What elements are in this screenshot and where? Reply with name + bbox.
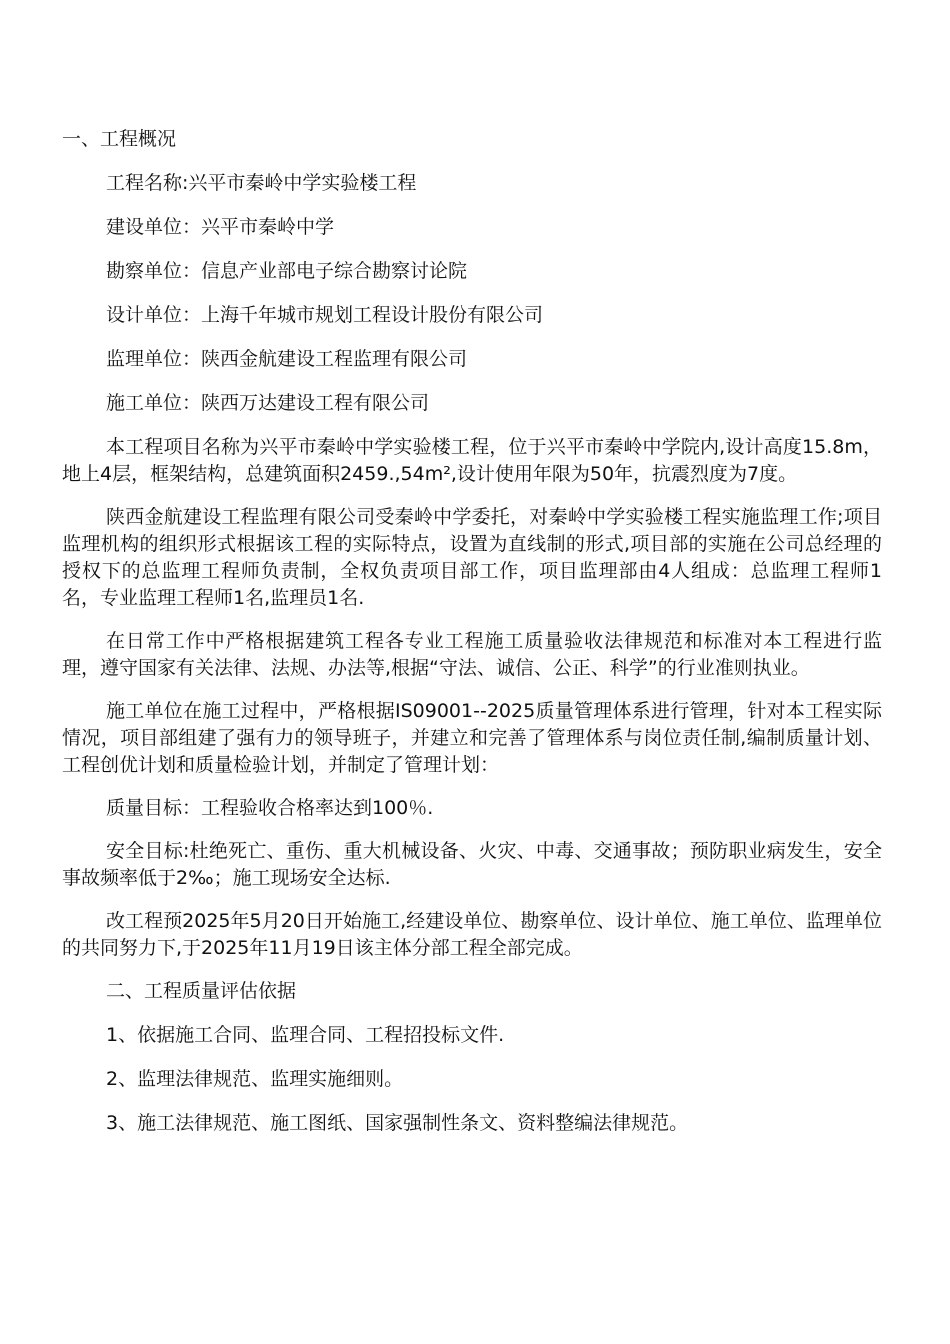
quality-target-paragraph: 质量目标：工程验收合格率达到100％. xyxy=(106,797,434,819)
safety-target-paragraph: 安全目标:杜绝死亡、重伤、重大机械设备、火灾、中毒、交通事故；预防职业病发生，安全事故频率低于2‰；施工现场安全达标. xyxy=(62,840,882,889)
construction-unit-field: 建设单位：兴平市秦岭中学 xyxy=(106,216,335,238)
basis-list-item: 3、施工法律规范、施工图纸、国家强制性条文、资料整编法律规范。 xyxy=(106,1112,689,1134)
document-page xyxy=(62,126,882,1154)
project-description-paragraph: 本工程项目名称为兴平市秦岭中学实验楼工程，位于兴平市秦岭中学院内,设计高度15.8m，地上4层，框架结构，总建筑面积2459.,54m²,设计使用年限为50年，抗震烈度为7度。 xyxy=(62,436,882,485)
supervision-standards-paragraph: 在日常工作中严格根据建筑工程各专业工程施工质量验收法律规范和标准对本工程进行监理，遵守国家有关法律、法规、办法等,根据“守法、诚信、公正、科学”的行业准则执业。 xyxy=(62,630,882,679)
schedule-paragraph: 改工程预2025年5月20日开始施工,经建设单位、勘察单位、设计单位、施工单位、监理单位的共同努力下,于2025年11月19日该主体分部工程全部完成。 xyxy=(62,910,882,959)
project-name-field: 工程名称:兴平市秦岭中学实验楼工程 xyxy=(106,172,417,194)
contractor-management-paragraph: 施工单位在施工过程中，严格根据IS09001--2025质量管理体系进行管理，针对本工程实际情况，项目部组建了强有力的领导班子，并建立和完善了管理体系与岗位责任制,编制质量计划、工程创优计划和质量检验计划，并制定了管理计划： xyxy=(62,700,882,776)
contractor-unit-field: 施工单位：陕西万达建设工程有限公司 xyxy=(106,392,430,414)
design-unit-field: 设计单位：上海千年城市规划工程设计股份有限公司 xyxy=(106,304,544,326)
section-heading-basis: 二、工程质量评估依据 xyxy=(106,980,297,1002)
section-heading-overview: 一、工程概况 xyxy=(62,128,177,150)
basis-list-item: 2、监理法律规范、监理实施细则。 xyxy=(106,1068,404,1090)
supervision-unit-field: 监理单位：陕西金航建设工程监理有限公司 xyxy=(106,348,468,370)
survey-unit-field: 勘察单位：信息产业部电子综合勘察讨论院 xyxy=(106,260,468,282)
basis-list-item: 1、依据施工合同、监理合同、工程招投标文件. xyxy=(106,1024,505,1046)
supervision-organization-paragraph: 陕西金航建设工程监理有限公司受秦岭中学委托，对秦岭中学实验楼工程实施监理工作;项目监理机构的组织形式根据该工程的实际特点，设置为直线制的形式,项目部的实施在公司总经理的授权下的总监理工程师负责制，全权负责项目部工作，项目监理部由4人组成：总监理工程师1名，专业监理工程师1名,监理员1名. xyxy=(62,506,882,609)
